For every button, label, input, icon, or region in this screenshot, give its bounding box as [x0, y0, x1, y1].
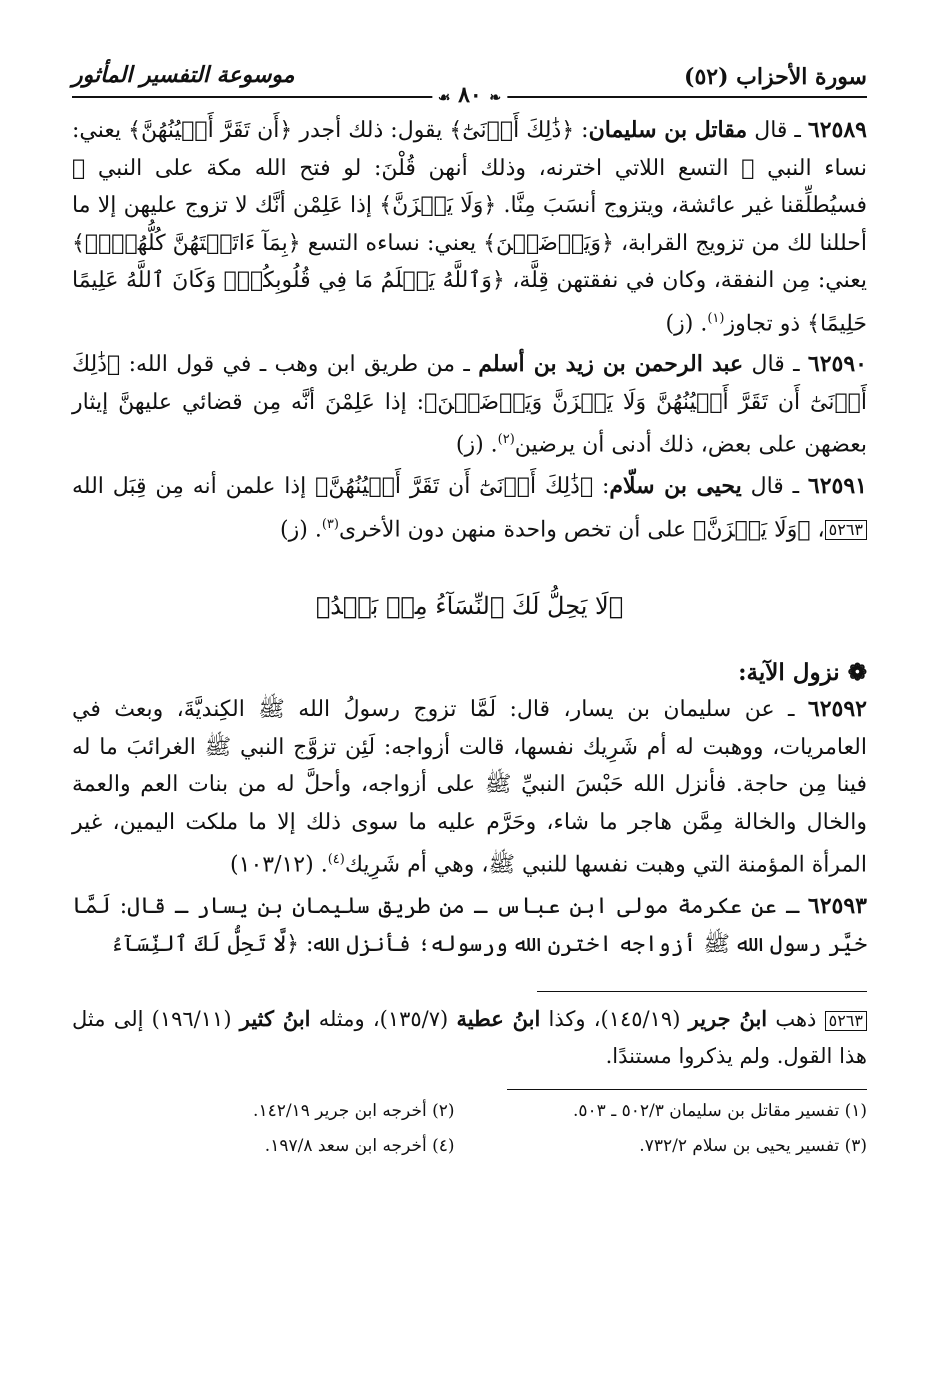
narrator-name: عبد الرحمن بن زيد بن أسلم: [478, 351, 744, 378]
text-span: . (١٠٣/١٢): [230, 852, 328, 878]
page-number: [432, 82, 507, 108]
text-span: ـ عن عكرمة مولى ابن عباس ـ من طريق سليمان بن يسار ـ قال: لَمَّا خيَّر رسول الله ﷺ أزواجه اخترن الله ورسوله؛ فأنزل الله: ﴿لَّا تَحِلُّ لَكَ ٱلنِّسَآءُ: [72, 894, 867, 957]
text-span: (١٣٥/٧)، ومثله: [310, 1007, 457, 1032]
narration-number: ٦٢٥٩١: [807, 473, 867, 500]
narration-number: ٦٢٥٨٩: [807, 117, 867, 143]
scholar-name: ابنُ كثير: [239, 1006, 311, 1032]
text-span: : ﴿ذَٰلِكَ أَدۡنَىٰٓ﴾ يقول: ذلك أجدر ﴿أَن تَقَرَّ أَعۡيُنُهُنَّ﴾ يعني: نساء النبي ﷺ التسع اللاتي اخترنه، وذلك أنهن قُلْنَ: لو فتح الله مكة على النبي ﷺ فسيُطلِّقنا غير عائشة، ويتزوج أنسَبَ مِنَّا. ﴿وَلَا يَحۡزَنَّ﴾ إذا عَلِمْن أنَّك لا تزوج عليهن إلا ما أحللنا لك من تزويج القرابة، ﴿وَيَرۡضَيۡنَ﴾ يعني: نساءه التسع ﴿بِمَآ ءَاتَيۡتَهُنَّ كُلُّهُنَّۚ﴾ يعني: مِن النفقة، وكان في نفقتهن قِلَّة، ﴿وَٱللَّهُ يَعۡلَمُ مَا فِي قُلُوبِكُمۡۚ وَكَانَ ٱللَّهُ عَلِيمًا حَلِيمًا﴾ ذو تجاوز: [72, 118, 867, 336]
text-span: ـ عن سليمان بن يسار، قال: لَمَّا تزوج رسولُ الله ﷺ الكِنديَّةَ، وبعث في العامريات، ووهبت له أم شَرِيك نفسها، قالت أزواجه: لَئِن تزوَّج النبي ﷺ الغرائبَ ما له فينا مِن حاجة. فأنزل الله حَبْسَ النبيِّ ﷺ على أزواجه، وأحلَّ له من بنات العم والعمة والخال والخالة مِمَّن هاجر ما شاء، وحَرَّم عليه ما سوى ذلك إلا ما ملكت اليمين، غير المرأة المؤمنة التي وهبت نفسها للنبي ﷺ، وهي أم شَرِيك: [72, 697, 867, 878]
text-span: ذهب: [767, 1007, 825, 1032]
narration-number: ٦٢٥٩٠: [807, 351, 867, 378]
text-span: ، ﴿وَلَا يَحۡزَنَّ﴾ على أن تخص واحدة منهن دون الأخرى: [338, 516, 825, 542]
text-span: . (ز): [665, 310, 708, 336]
footnote-separator: [507, 1089, 867, 1090]
footnotes: [72, 1094, 867, 1164]
text-span: ـ قال: [747, 118, 808, 143]
narration-62593: [72, 888, 867, 963]
surah-title: سورة الأحزاب (٥٢): [684, 64, 867, 90]
footnote-4: (٤) أخرجه ابن سعد ١٩٧/٨.: [264, 1136, 455, 1157]
footnote-2: (٢) أخرجه ابن جرير ١٤٢/١٩.: [253, 1101, 455, 1122]
narration-62591: [72, 468, 867, 548]
narration-62592: [72, 691, 867, 884]
main-text: [72, 112, 867, 1164]
ornament-icon: ❧: [489, 90, 502, 106]
page-number-text: ٨٠: [458, 82, 482, 108]
footnote-ref[interactable]: (٤): [327, 852, 345, 868]
footnote-1: (١) تفسير مقاتل بن سليمان ٥٠٢/٣ ـ ٥٠٣.: [573, 1101, 867, 1122]
section-heading: ❁ نزول الآية:: [738, 658, 867, 686]
narration-number: ٦٢٥٩٣: [807, 893, 867, 920]
narration-number: ٦٢٥٩٢: [807, 696, 867, 723]
text-span: (١٩٦/١١) إلى مثل هذا القول. ولم يذكروا مستندًا.: [72, 1007, 867, 1069]
narrator-name: مقاتل بن سليمان: [588, 117, 748, 143]
narrator-name: يحيى بن سلّام: [609, 473, 742, 500]
narration-62590: [72, 346, 867, 464]
text-span: (١٤٥/١٩)، وكذا: [540, 1007, 689, 1032]
quran-verse-heading: ﴿لَا يَحِلُّ لَكَ ٱلنِّسَآءُ مِنۢ بَعۡدُ﴾: [315, 592, 624, 621]
comment-ref-box[interactable]: ٥٢٦٣: [825, 520, 867, 540]
footnote-ref[interactable]: (٣): [321, 516, 339, 532]
text-span: . (ز): [280, 516, 322, 542]
text-span: ـ قال: [741, 474, 808, 500]
text-span: . (ز): [455, 432, 498, 458]
footnote-ref[interactable]: (٢): [497, 432, 515, 448]
comment-separator: [537, 991, 867, 992]
page-header: [72, 62, 867, 108]
scholar-name: ابنُ عطية: [456, 1006, 541, 1032]
scholar-name: ابنُ جرير: [688, 1006, 768, 1032]
text-span: : ﴿ذَٰلِكَ أَدۡنَىٰٓ أَن تَقَرَّ أَعۡيُنُهُنَّ﴾ إذا علمن أنه مِن قِبَل الله: [72, 474, 610, 500]
footnote-ref[interactable]: (١): [707, 310, 725, 326]
footnote-3: (٣) تفسير يحيى بن سلام ٧٣٢/٢.: [639, 1136, 867, 1157]
comment-number-box: ٥٢٦٣: [825, 1011, 867, 1031]
comment-note: [72, 1000, 867, 1075]
text-span: ـ قال: [743, 352, 808, 378]
page: [72, 62, 867, 1374]
ornament-icon: ☙: [437, 90, 451, 106]
book-title: موسوعة التفسير المأثور: [72, 62, 295, 88]
text-span: ـ من طريق ابن وهب ـ في قول الله: ﴿ذَٰلِكَ أَدۡنَىٰٓ أَن تَقَرَّ أَعۡيُنُهُنَّ وَلَا يَحۡزَنَّ وَيَرۡضَيۡنَ﴾: إذا عَلِمْنَ أنَّه مِن قضائي عليهنَّ إيثار بعضهن على بعض، ذلك أدنى أن يرضين: [72, 352, 867, 458]
narration-62589: [72, 112, 867, 342]
